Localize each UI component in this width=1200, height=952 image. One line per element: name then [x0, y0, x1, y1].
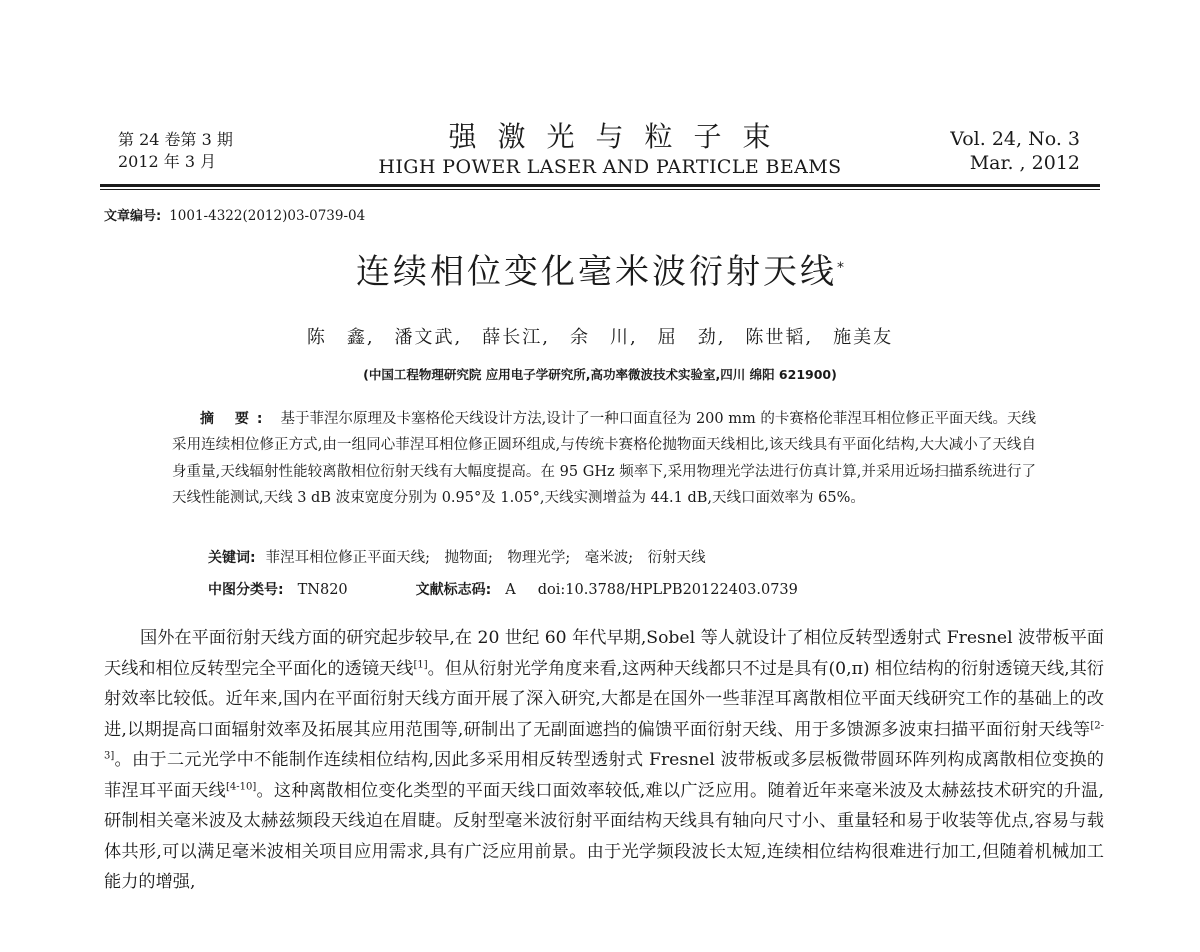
doc-code-label: 文献标志码: [415, 582, 492, 598]
clc-label: 中图分类号: [208, 582, 284, 598]
doc-code-value: A [505, 582, 516, 598]
citation-ref-2[interactable]: [2-3] [104, 719, 1104, 762]
article-number-label: 文章编号: [104, 209, 162, 224]
article-number-value: 1001-4322(2012)03-0739-04 [169, 208, 366, 224]
citation-ref-1[interactable]: [1] [413, 658, 428, 670]
abstract [172, 406, 1036, 512]
header-rule-thick [100, 184, 1100, 187]
volume-issue-en: Vol. 24, No. 3 [950, 128, 1080, 150]
header-volume-en-block [950, 127, 1080, 175]
body-seg-1: 国外在平面衍射天线方面的研究起步较早,在 20 世纪 60 年代早期,Sobel 等人就设计了相位反转型透射式 Fresnel 波带板平面天线和相位反转型完全平面化的透镜天线 [104, 628, 1104, 679]
keywords-label: 关键词: [208, 550, 256, 566]
author-list: 陈 鑫, 潘文武, 薛长江, 余 川, 屈 劲, 陈世韬, 施美友 [306, 327, 894, 348]
abstract-text: 基于菲涅尔原理及卡塞格伦天线设计方法,设计了一种口面直径为 200 mm 的卡赛格伦菲涅耳相位修正平面天线。天线采用连续相位修正方式,由一组同心菲涅耳相位修正圆环组成,与传统卡赛格伦抛物面天线相比,该天线具有平面化结构,大大减小了天线自身重量,天线辐射性能较离散相位衍射天线有大幅度提高。在 95 GHz 频率下,采用物理光学法进行仿真计算,并采用近场扫描系统进行了天线性能测试,天线 3 dB 波束宽度分别为 0.95°及 1.05°,天线实测增益为 44.1 dB,天线口面效率为 65%。 [172, 411, 1036, 507]
journal-name-block [330, 121, 890, 180]
doi: doi:10.3788/HPLPB20122403.0739 [537, 582, 798, 598]
citation-ref-3[interactable]: [4-10] [225, 780, 257, 792]
paper-title-text: 连续相位变化毫米波衍射天线 [356, 252, 837, 292]
header-rule-thin [100, 189, 1100, 190]
affiliation: (中国工程物理研究院 应用电子学研究所,高功率微波技术实验室,四川 绵阳 621900) [363, 367, 837, 382]
date-en: Mar. , 2012 [969, 152, 1080, 174]
paper-title [0, 250, 1200, 294]
classification-line [208, 579, 798, 599]
keywords-text: 菲涅耳相位修正平面天线; 抛物面; 物理光学; 毫米波; 衍射天线 [265, 550, 706, 566]
article-number [104, 205, 365, 224]
body-seg-4: 。这种离散相位变化类型的平面天线口面效率较低,难以广泛应用。随着近年来毫米波及太赫兹技术研究的升温,研制相关毫米波及太赫兹频段天线迫在眉睫。反射型毫米波衍射平面结构天线具有轴向尺寸小、重量轻和易于收装等优点,容易与载体共形,可以满足毫米波相关项目应用需求,具有广泛应用前景。由于光学频段波长太短,连续相位结构很难进行加工,但随着机械加工能力的增强, [104, 780, 1104, 892]
body-paragraph [104, 623, 1104, 898]
journal-name-en: HIGH POWER LASER AND PARTICLE BEAMS [378, 156, 842, 178]
abstract-label: 摘 要: [200, 411, 271, 427]
body-seg-3: 。由于二元光学中不能制作连续相位结构,因此多采用相反转型透射式 Fresnel 波带板或多层板微带圆环阵列构成离散相位变换的菲涅耳平面天线 [104, 750, 1104, 801]
title-footnote-mark: * [837, 260, 844, 276]
header-volume-block [118, 129, 233, 173]
body-seg-2: 。但从衍射光学角度来看,这两种天线都只不过是具有(0,π) 相位结构的衍射透镜天线,其衍射效率比较低。近年来,国内在平面衍射天线方面开展了深入研究,大都是在国外一些菲涅耳离散相位平面天线研究工作的基础上的改进,以期提高口面辐射效率及拓展其应用范围等,研制出了无副面遮挡的偏馈平面衍射天线、用于多馈源多波束扫描平面衍射天线等 [104, 658, 1104, 740]
keywords [208, 546, 706, 567]
date-cn: 2012 年 3 月 [118, 152, 217, 171]
volume-issue-cn: 第 24 卷第 3 期 [118, 130, 233, 149]
journal-name-cn: 强激光与粒子束 [448, 120, 792, 153]
clc-value: TN820 [297, 582, 348, 598]
